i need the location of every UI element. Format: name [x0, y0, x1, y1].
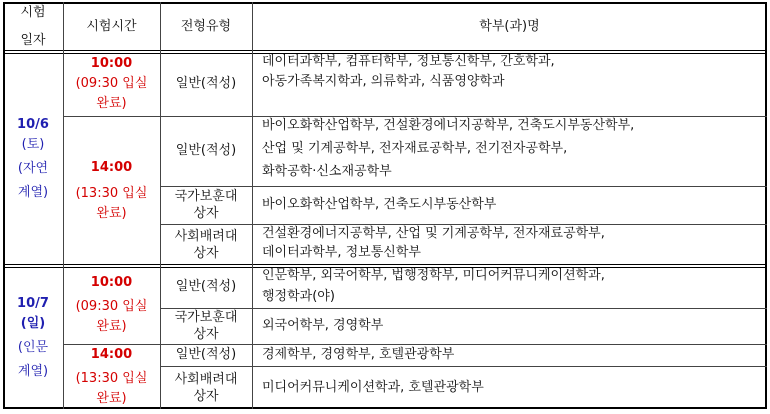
row-divider — [160, 366, 767, 367]
day1-session1-entry-line2: 완료) — [96, 96, 127, 111]
col-divider-1 — [63, 2, 64, 409]
day1-date: 10/6 — [17, 117, 49, 132]
day1-session2-entry-line2: 완료) — [96, 206, 127, 221]
type-line1: 사회배려대 — [174, 229, 238, 244]
type-line1: 국가보훈대 — [174, 189, 238, 204]
day2-group-line2: 계열) — [17, 363, 49, 379]
day1-session2-type-general: 일반(적성) — [175, 143, 237, 158]
day-divider — [3, 264, 767, 265]
exam-schedule-table — [3, 2, 767, 409]
dept-line: 경제학부, 경영학부, 호텔관광학부 — [262, 347, 455, 362]
day2-session2-time-cell — [63, 344, 160, 409]
row-divider — [160, 224, 767, 225]
day1-session2-time-cell — [63, 116, 160, 266]
day2-date-cell — [3, 266, 63, 409]
day2-session1-entry-line1: (09:30 입실 — [75, 299, 148, 314]
type-line2: 상자 — [193, 246, 219, 261]
day1-session1-depts — [252, 52, 767, 116]
border-top — [3, 2, 767, 4]
dept-line: 아동가족복지학과, 의류학과, 식품영양학과 — [262, 74, 505, 89]
dept-line: 인문학부, 외국어학부, 법행정학부, 미디어커뮤니케이션학과, — [262, 268, 605, 283]
dept-line: 미디어커뮤니케이션학과, 호텔관광학부 — [262, 379, 484, 395]
row-divider — [160, 308, 767, 309]
day1-session2-depts-social — [252, 224, 767, 266]
day2-session1-time: 10:00 — [90, 275, 133, 290]
type-line1: 국가보훈대 — [174, 310, 238, 325]
day2-session1-entry-line2: 완료) — [96, 319, 127, 334]
day1-group-line2: 계열) — [17, 185, 49, 200]
day1-session2-depts-veterans — [252, 186, 767, 224]
dept-line: 화학공학·신소재공학부 — [262, 164, 392, 179]
day1-session1-type: 일반(적성) — [175, 76, 237, 91]
day1-session2-depts-general — [252, 116, 767, 186]
row-divider — [160, 186, 767, 187]
col-divider-3 — [252, 2, 253, 409]
header-type: 전형유형 — [180, 19, 232, 34]
day2-session1-depts-general — [252, 266, 767, 308]
day2-session2-type-general: 일반(적성) — [175, 347, 237, 362]
day1-session2-type-veterans — [160, 186, 252, 224]
day2-date: 10/7 — [17, 295, 49, 311]
day2-session1-depts-veterans — [252, 308, 767, 344]
day2-weekday: (일) — [20, 315, 46, 331]
header-divider — [3, 50, 767, 51]
day2-session1-type-general: 일반(적성) — [175, 279, 237, 294]
day2-session2-time: 14:00 — [90, 346, 133, 362]
day2-session1-time-cell — [63, 266, 160, 344]
type-line2: 상자 — [193, 206, 219, 221]
dept-line: 바이오화학산업학부, 건축도시부동산학부 — [262, 197, 497, 212]
day2-session2-entry-line2: 완료) — [96, 390, 127, 406]
header-dept: 학부(과)명 — [479, 19, 540, 34]
day1-date-cell — [3, 52, 63, 266]
header-time: 시험시간 — [86, 19, 137, 34]
dept-line: 건설환경에너지공학부, 산업 및 기계공학부, 전자재료공학부, — [262, 226, 605, 241]
dept-line: 외국어학부, 경영학부 — [262, 318, 384, 333]
dept-line: 데이터과학부, 정보통신학부 — [262, 245, 421, 260]
header-date-line1: 시험 — [20, 5, 46, 20]
border-left — [3, 2, 5, 409]
header-date — [3, 2, 63, 52]
day2-session2-entry-line1: (13:30 입실 — [75, 370, 148, 386]
day2-session2-type-social — [160, 366, 252, 409]
day2-session2-depts-general — [252, 344, 767, 366]
row-divider — [63, 116, 767, 117]
day1-session2-entry-line1: (13:30 입실 — [75, 186, 148, 201]
day1-session1-time-cell — [63, 52, 160, 116]
day1-session1-entry-line1: (09:30 입실 — [75, 76, 148, 91]
border-bottom — [3, 407, 767, 409]
day2-session2-depts-social — [252, 366, 767, 409]
dept-line: 데이터과학부, 컴퓨터학부, 정보통신학부, 간호학과, — [262, 54, 555, 69]
day1-group-line1: (자연 — [17, 161, 49, 176]
dept-line: 행정학과(야) — [262, 289, 335, 304]
row-divider — [63, 344, 767, 345]
dept-line: 바이오화학산업학부, 건설환경에너지공학부, 건축도시부동산학부, — [262, 118, 635, 133]
type-line2: 상자 — [193, 327, 219, 342]
header-divider-2 — [3, 53, 767, 54]
type-line2: 상자 — [193, 388, 219, 404]
border-right — [765, 2, 767, 409]
day-divider-2 — [3, 267, 767, 268]
day2-group-line1: (인문 — [17, 339, 49, 355]
dept-line: 산업 및 기계공학부, 전자재료공학부, 전기전자공학부, — [262, 141, 568, 156]
type-line1: 사회배려대 — [174, 371, 238, 387]
day1-weekday: (토) — [21, 137, 45, 152]
day1-session1-time: 10:00 — [90, 56, 133, 71]
day2-session1-type-veterans — [160, 308, 252, 344]
header-date-line2: 일자 — [20, 33, 46, 48]
col-divider-2 — [160, 2, 161, 409]
day1-session2-type-social — [160, 224, 252, 266]
day1-session2-time: 14:00 — [90, 160, 133, 175]
